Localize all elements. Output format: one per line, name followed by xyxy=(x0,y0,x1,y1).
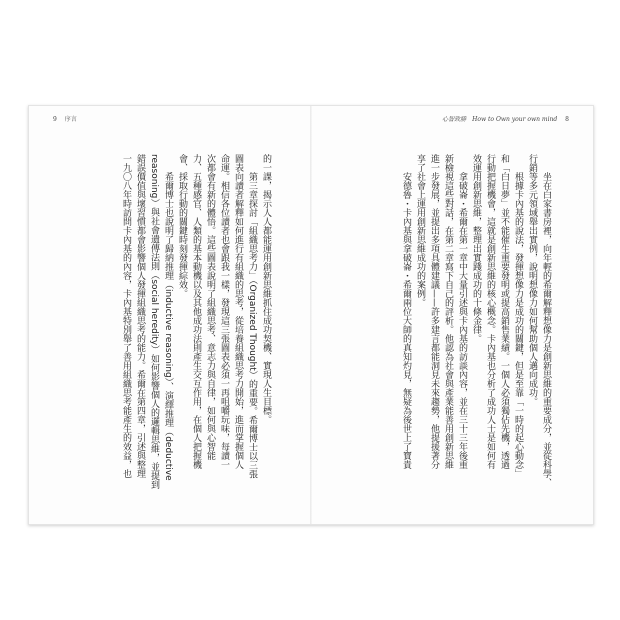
text-line: 的一課，揭示人人都能運用創新思維抓住成功契機、實現人生目標。 xyxy=(261,154,271,424)
text-line: 次都會有新的體悟。這些圖表說明了組織思考、意志力與自律，如何與心智能 xyxy=(205,154,215,460)
right-page-number: 8 xyxy=(565,116,569,123)
text-line: 根據卡內基的說法，發揮想像力是成功的關鍵，但是至靠「一時的起心動念」 xyxy=(513,172,523,478)
text-line: 一九〇八年時訪問卡內基的內容，卡內基特別舉了善用組織思考能產生的效益，也 xyxy=(121,154,131,478)
text-line: 坐在白家書房裡，向年輕的希爾解釋想像力是創新思維的重要成分，並從科學、 xyxy=(541,172,551,487)
text-line: 命運。相信各位讀者也會跟我一樣，發現這三張圖表必須一再咀嚼玩味，每讀一 xyxy=(219,154,229,469)
text-line: 拿破崙・希爾在第一章中大量引述與卡內基的訪談內容，並在三十三年後重 xyxy=(457,172,467,469)
text-line: 新檢視這些對話，在第二章寫下自己的評析。他認為社會與產業能善用創新思維 xyxy=(443,154,453,469)
text-line: 會、採取行動的關鍵時刻發揮綜效。 xyxy=(177,154,187,298)
text-line: 行動把握機會，這就是創新思維的核心概念。卡內基也分析了成功人士是如何有 xyxy=(485,154,495,469)
text-line: 效運用創新思維，整理出實踐成功的十條金律。 xyxy=(471,154,481,343)
text-line: 和「白日夢」並不能催生重要發明或提高銷售業績。一個人必須獨佔先機，透過 xyxy=(499,154,509,469)
text-line: 希爾博士也說明了歸納推理（inductive reasoning）、演繹推理（deductive xyxy=(163,172,173,481)
text-line: 享了社會上運用創新思維成功的案例。 xyxy=(415,154,425,307)
text-line: 力、五種感官、人類的基本動機以及其他成功法則產生交互作用，在個人把握機 xyxy=(191,154,201,469)
text-line: 圖表向讀者解釋如何進行有組織的思考，從培養組織思考力開始，進而掌握個人 xyxy=(233,154,243,469)
text-line: 錯誤價值與壞習慣都會影響個人發揮組織思考的能力。希爾在第四章，引述與整理 xyxy=(135,154,145,478)
left-page-header xyxy=(47,114,77,123)
book-gutter xyxy=(310,106,312,524)
text-line: 行銷等多元領域舉出實例，說明想像力如何幫助個人邁向成功。 xyxy=(527,154,537,406)
book-spread xyxy=(28,105,594,525)
left-page-title: 序言 xyxy=(64,116,77,123)
text-line: 安德魯・卡內基與拿破崙・希爾兩位大師的真知灼見，無疑為後世上了寶貴 xyxy=(401,172,411,469)
right-page-header xyxy=(442,114,575,123)
text-line: reasoning）與社會遺傳法則（social heredity）如何影響個人的邏輯思維，並提到 xyxy=(149,154,159,490)
text-line: 進一步發展，並提出多項具體建議——許多建言都能洞見未來趨勢，他提援著分 xyxy=(429,154,439,469)
text-line: 第三章探討「組織思考力」（Organized Thought）的重要。希爾博士以三張 xyxy=(247,172,257,479)
left-page-body xyxy=(119,154,273,490)
right-page-title: 心智致勝 How to Own your own mind xyxy=(442,116,558,123)
right-page-body xyxy=(399,154,553,487)
left-page-number: 9 xyxy=(53,116,57,123)
